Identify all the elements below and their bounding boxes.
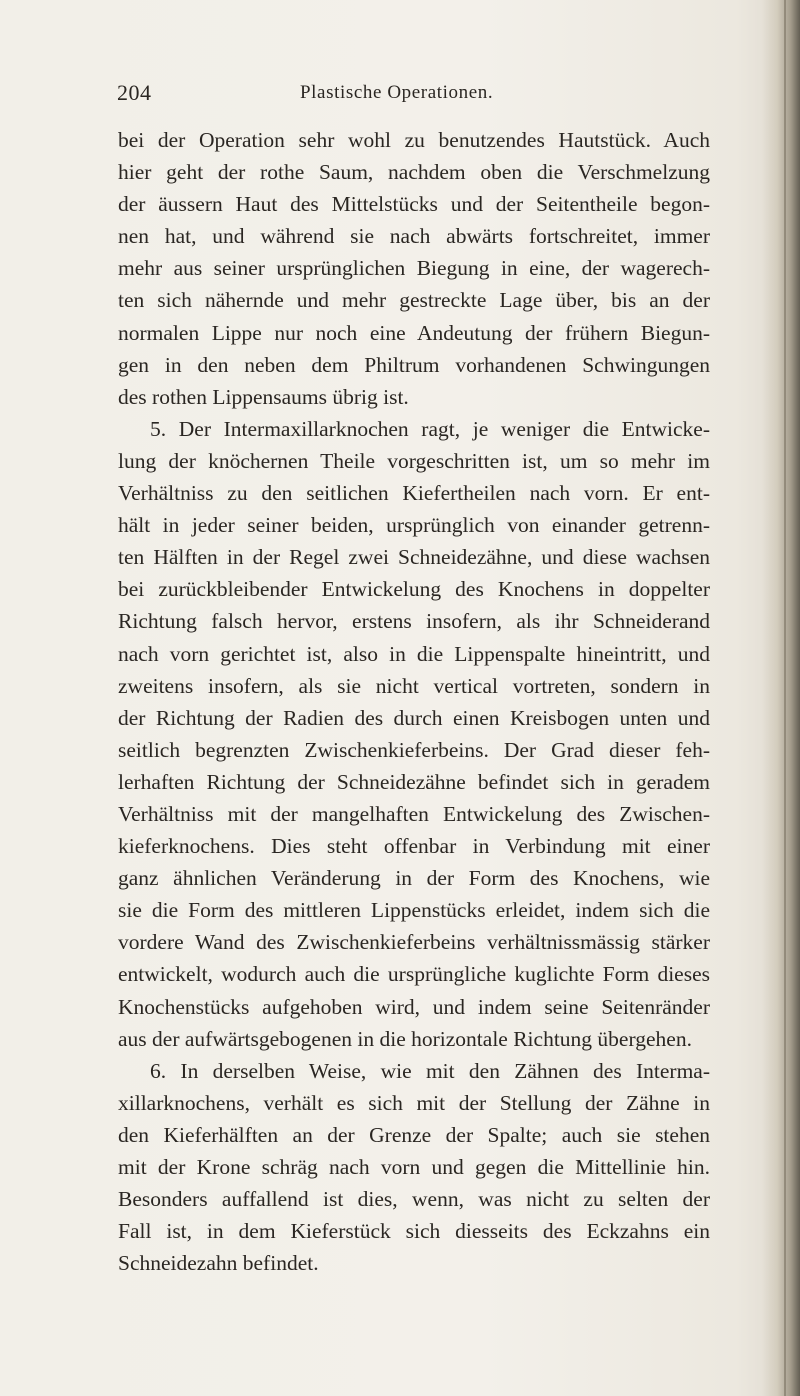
text-line: vordere Wand des Zwischenkieferbeins verhältnissmässig stärker bbox=[118, 930, 710, 955]
text-line: ten Hälften in der Regel zwei Schneidezähne, und diese wachsen bbox=[118, 545, 710, 570]
text-line: Verhältniss zu den seitlichen Kiefertheilen nach vorn. Er ent- bbox=[118, 481, 710, 506]
text-line: sie die Form des mittleren Lippenstücks erleidet, indem sich die bbox=[118, 898, 710, 923]
text-line: den Kieferhälften an der Grenze der Spalte; auch sie stehen bbox=[118, 1122, 710, 1147]
text-line: Knochenstücks aufgehoben wird, und indem seine Seitenränder bbox=[118, 994, 710, 1019]
text-line: xillarknochens, verhält es sich mit der Stellung der Zähne in bbox=[118, 1090, 710, 1115]
text-line: normalen Lippe nur noch eine Andeutung der frühern Biegun- bbox=[118, 320, 710, 345]
text-line: seitlich begrenzten Zwischenkieferbeins. Der Grad dieser feh- bbox=[118, 737, 710, 762]
text-line: kieferknochens. Dies steht offenbar in Verbindung mit einer bbox=[118, 834, 710, 859]
text-line: zweitens insofern, als sie nicht vertical vortreten, sondern in bbox=[118, 673, 710, 698]
page-edge-shadow bbox=[762, 0, 800, 1396]
text-line: bei zurückbleibender Entwickelung des Knochens in doppelter bbox=[118, 577, 710, 602]
text-line: lerhaften Richtung der Schneidezähne befindet sich in geradem bbox=[118, 769, 710, 794]
page-header bbox=[0, 80, 800, 114]
text-line: Schneidezahn befindet. bbox=[118, 1251, 319, 1276]
text-line: des rothen Lippensaums übrig ist. bbox=[118, 384, 409, 409]
text-line: ten sich nähernde und mehr gestreckte Lage über, bis an der bbox=[118, 288, 710, 313]
text-line: bei der Operation sehr wohl zu benutzendes Hautstück. Auch bbox=[118, 128, 710, 152]
text-line: Verhältniss mit der mangelhaften Entwickelung des Zwischen- bbox=[118, 801, 710, 826]
text-line: der äussern Haut des Mittelstücks und der Seitentheile begon- bbox=[118, 192, 710, 217]
text-line: ganz ähnlichen Veränderung in der Form des Knochens, wie bbox=[118, 866, 710, 891]
running-title: Plastische Operationen. bbox=[300, 82, 494, 103]
page-number: 204 bbox=[117, 80, 152, 105]
text-line: hier geht der rothe Saum, nachdem oben die Verschmelzung bbox=[118, 160, 710, 185]
text-line: entwickelt, wodurch auch die ursprüngliche kuglichte Form dieses bbox=[118, 962, 710, 987]
text-line: Richtung falsch hervor, erstens insofern, als ihr Schneiderand bbox=[118, 609, 710, 634]
text-line: nen hat, und während sie nach abwärts fortschreitet, immer bbox=[118, 224, 710, 249]
text-line: mit der Krone schräg nach vorn und gegen die Mittellinie hin. bbox=[118, 1155, 710, 1179]
body-text bbox=[118, 124, 710, 1279]
text-line: aus der aufwärtsgebogenen in die horizontale Richtung übergehen. bbox=[118, 1026, 692, 1051]
paragraph-6-start: 6. In derselben Weise, wie mit den Zähnen des Interma- bbox=[150, 1058, 710, 1083]
text-line: mehr aus seiner ursprünglichen Biegung in eine, der wagerech- bbox=[118, 256, 710, 281]
text-line: nach vorn gerichtet ist, also in die Lippenspalte hineintritt, und bbox=[118, 641, 710, 666]
text-line: der Richtung der Radien des durch einen Kreisbogen unten und bbox=[118, 705, 710, 730]
paragraph-5-start: 5. Der Intermaxillarknochen ragt, je weniger die Entwicke- bbox=[150, 416, 710, 441]
text-line: Fall ist, in dem Kieferstück sich diesseits des Eckzahns ein bbox=[118, 1219, 710, 1244]
page-edge-line bbox=[784, 0, 786, 1396]
text-line: lung der knöchernen Theile vorgeschritten ist, um so mehr im bbox=[118, 448, 710, 473]
text-line: gen in den neben dem Philtrum vorhandenen Schwingungen bbox=[118, 352, 710, 377]
text-line: hält in jeder seiner beiden, ursprünglich von einander getrenn- bbox=[118, 513, 710, 538]
text-line: Besonders auffallend ist dies, wenn, was nicht zu selten der bbox=[118, 1187, 710, 1212]
